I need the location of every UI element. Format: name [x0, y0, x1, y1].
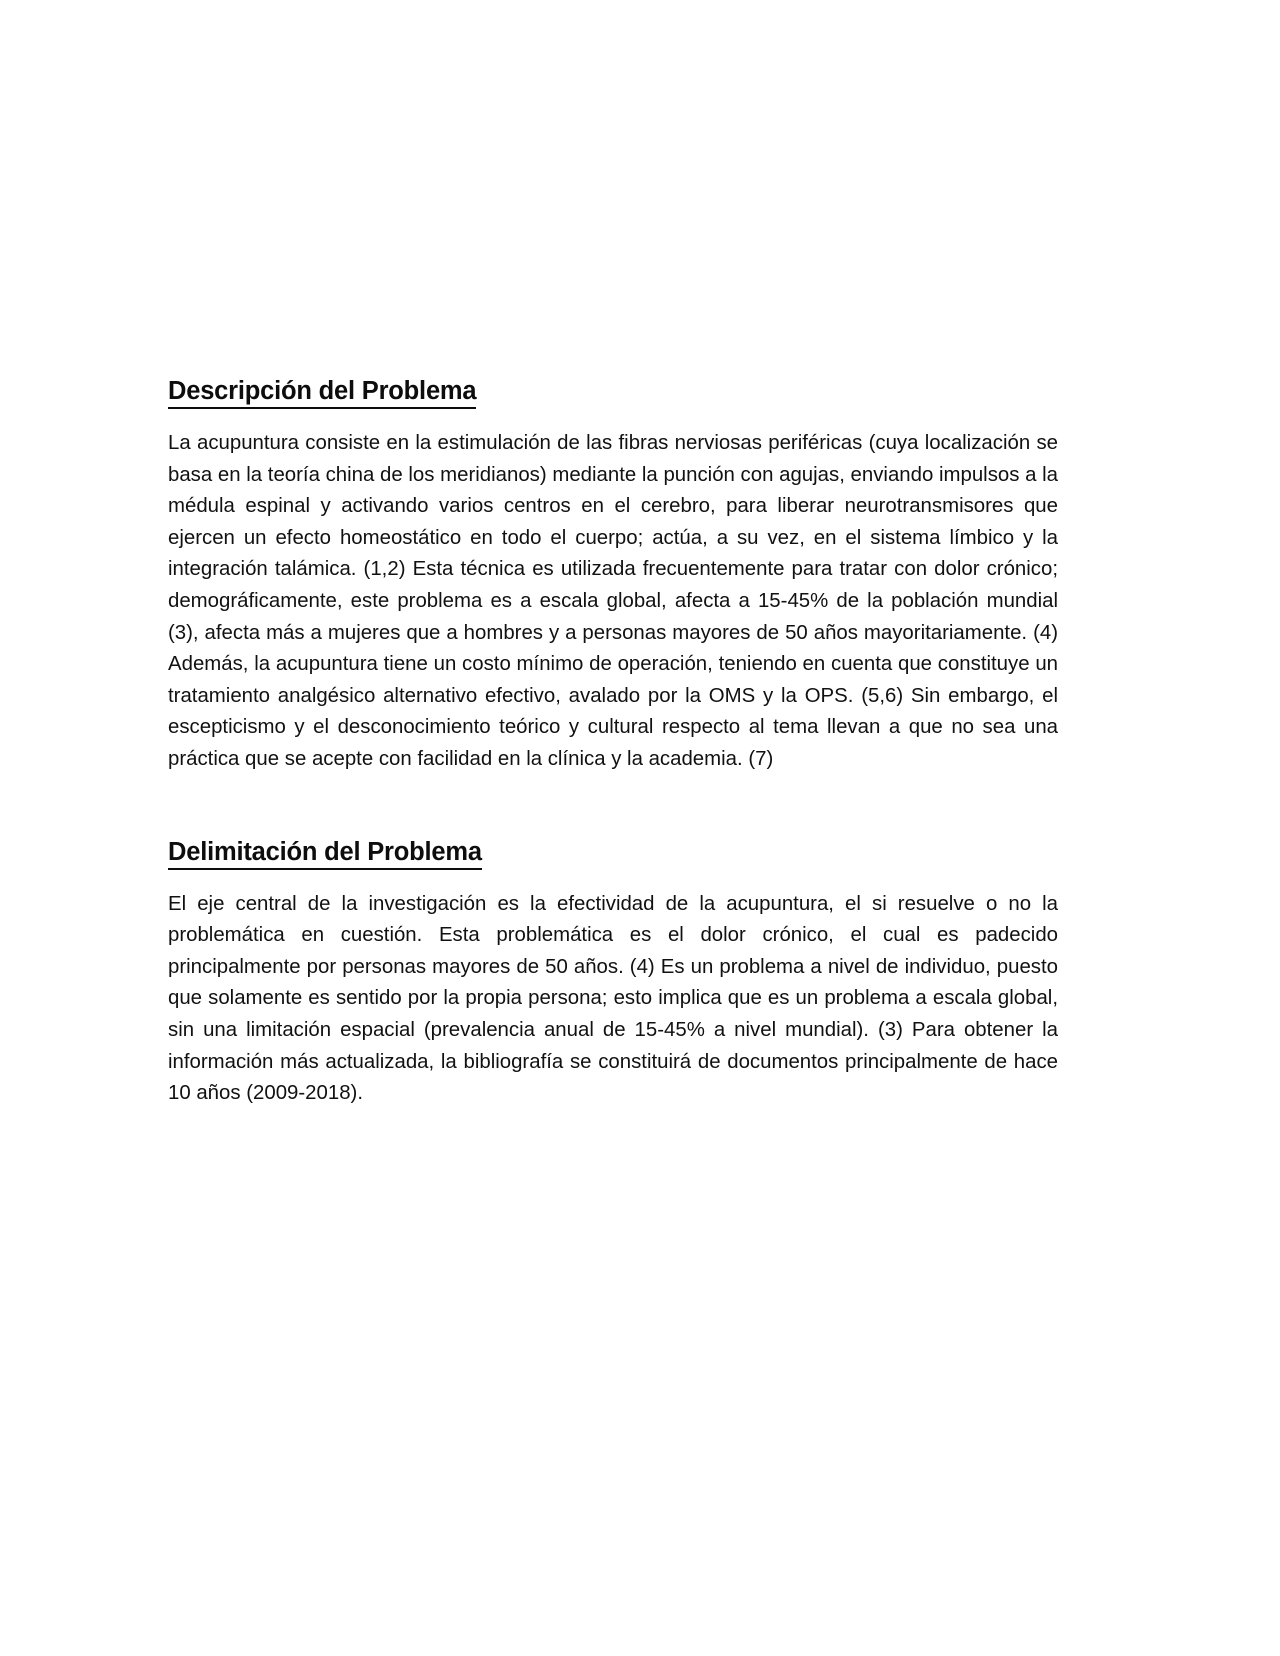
section-heading-delimitacion-text: Delimitación del Problema — [168, 837, 482, 870]
section-delimitacion-del-problema — [168, 837, 1058, 1110]
paragraph-descripcion-del-problema: La acupuntura consiste en la estimulación de las fibras nerviosas periféricas (cuya localización se basa en la teoría china de los meridianos) mediante la punción con agujas, enviando impulsos a la médula espinal y activando varios centros en el cerebro, para liberar neurotransmisores que ejercen un efecto homeostático en todo el cuerpo; actúa, a su vez, en el sistema límbico y la integración talámica. (1,2) Esta técnica es utilizada frecuentemente para tratar con dolor crónico; demográficamente, este problema es a escala global, afecta a 15-45% de la población mundial (3), afecta más a mujeres que a hombres y a personas mayores de 50 años mayoritariamente. (4) Además, la acupuntura tiene un costo mínimo de operación, teniendo en cuenta que constituye un tratamiento analgésico alternativo efectivo, avalado por la OMS y la OPS. (5,6) Sin embargo, el escepticismo y el desconocimiento teórico y cultural respecto al tema llevan a que no sea una práctica que se acepte con facilidad en la clínica y la academia. (7) — [168, 432, 1058, 771]
section-descripcion-del-problema — [168, 376, 1058, 776]
heading-paragraph-spacer — [168, 870, 1058, 889]
section-spacer — [168, 776, 1058, 837]
section-heading-descripcion — [168, 376, 1058, 409]
document-content — [168, 376, 1058, 1110]
heading-paragraph-spacer — [168, 409, 1058, 428]
section-heading-delimitacion — [168, 837, 1058, 870]
paragraph-delimitacion-del-problema: El eje central de la investigación es la efectividad de la acupuntura, el si resuelve o no la problemática en cuestión. Esta problemática es el dolor crónico, el cual es padecido principalmente por personas mayores de 50 años. (4) Es un problema a nivel de individuo, puesto que solamente es sentido por la propia persona; esto implica que es un problema a escala global, sin una limitación espacial (prevalencia anual de 15-45% a nivel mundial). (3) Para obtener la información más actualizada, la bibliografía se constituirá de documentos principalmente de hace 10 años (2009-2018). — [168, 892, 1058, 1105]
section-heading-descripcion-text: Descripción del Problema — [168, 376, 476, 409]
